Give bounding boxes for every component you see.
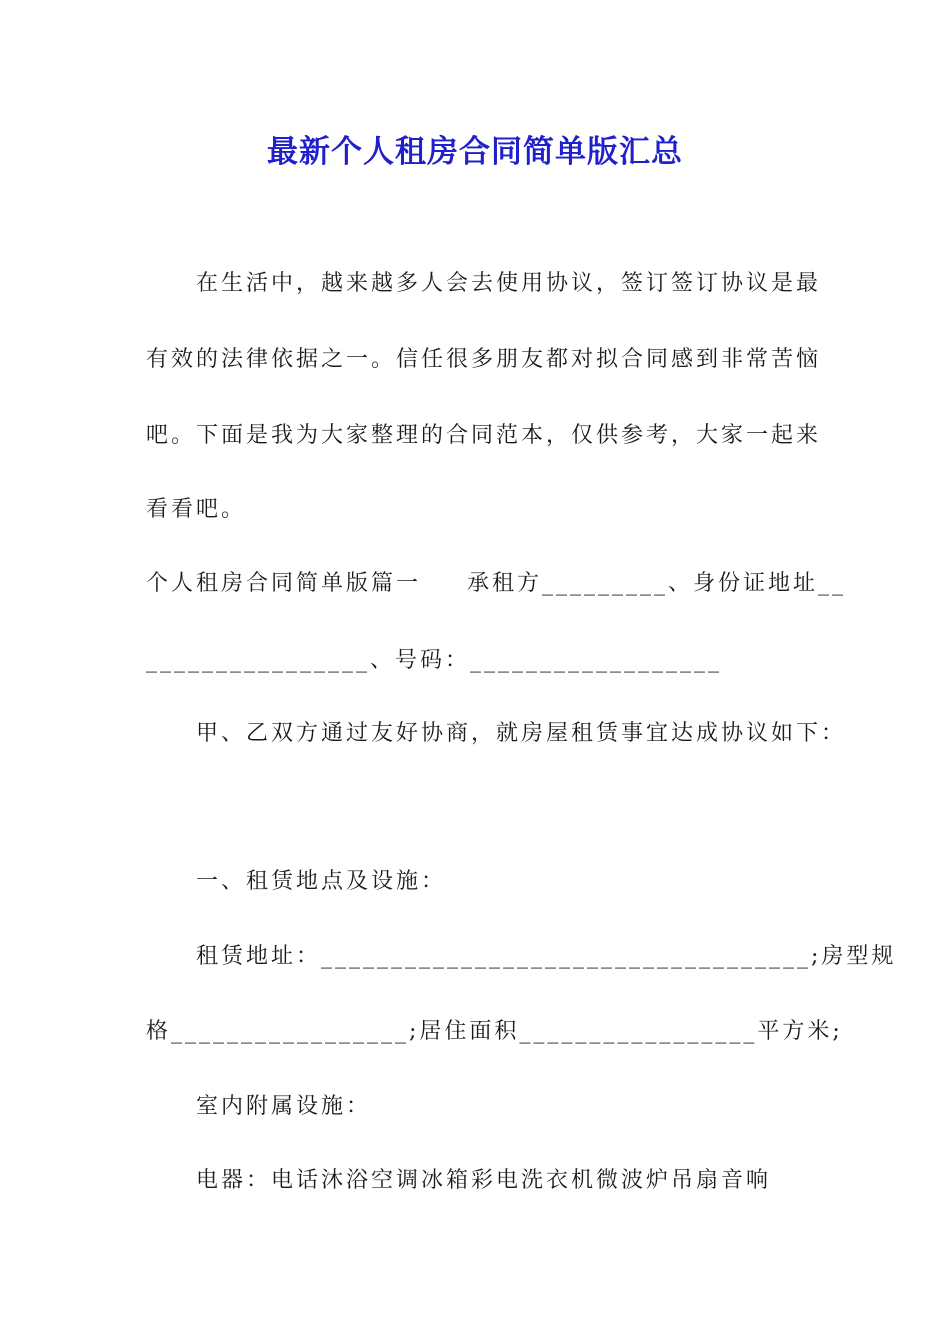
section-heading: 个人租房合同简单版篇一 bbox=[146, 571, 422, 596]
lessee-field: 承租方_________、身份证地址__ bbox=[467, 571, 847, 596]
clause-one-heading: 一、租赁地点及设施： bbox=[196, 869, 447, 894]
appliances-line: 电器：电话沐浴空调冰箱彩电洗衣机微波炉吊扇音响 bbox=[196, 1168, 772, 1193]
room-spec-line: 格_________________;居住面积_________________平方米; bbox=[146, 1019, 843, 1044]
section-heading-line bbox=[146, 568, 847, 600]
agreement-line: 甲、乙双方通过友好协商，就房屋租赁事宜达成协议如下： bbox=[196, 721, 847, 746]
facilities-label: 室内附属设施： bbox=[196, 1094, 372, 1119]
intro-line-4: 看看吧。 bbox=[146, 497, 247, 522]
intro-line-2: 有效的法律依据之一。信任很多朋友都对拟合同感到非常苦恼 bbox=[146, 347, 822, 372]
rental-address-line: 租赁地址：___________________________________;房型规 bbox=[196, 944, 897, 969]
intro-line-1: 在生活中，越来越多人会去使用协议，签订签订协议是最 bbox=[196, 271, 822, 296]
intro-line-3: 吧。下面是我为大家整理的合同范本，仅供参考，大家一起来 bbox=[146, 423, 822, 448]
id-number-line: ________________、号码：__________________ bbox=[146, 648, 723, 673]
document-title: 最新个人租房合同简单版汇总 bbox=[267, 134, 683, 170]
